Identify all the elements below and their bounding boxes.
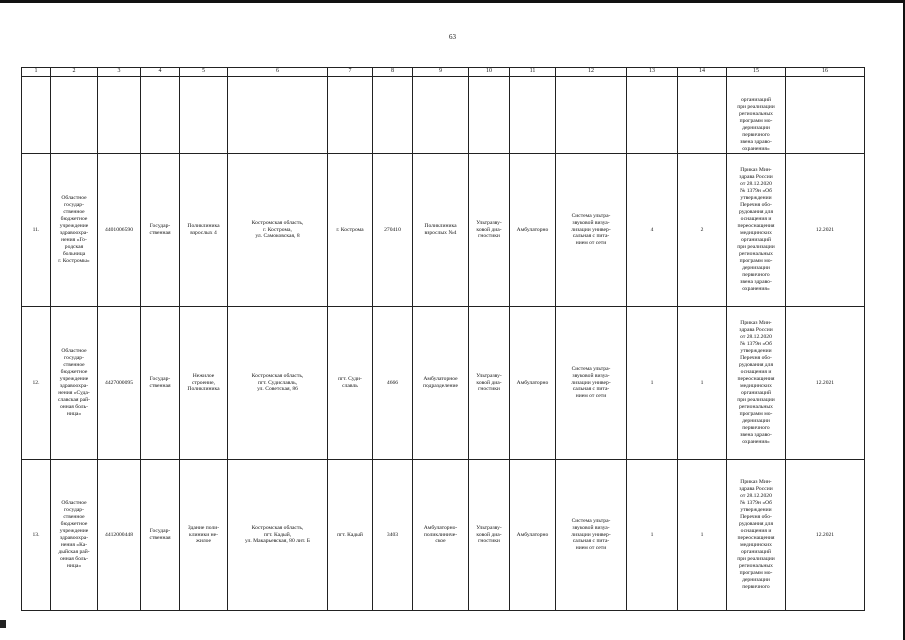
table-cell <box>786 77 865 154</box>
column-number: 6 <box>228 68 328 77</box>
address-cell: Костромская область, пгт. Судиславль, ул. Советская, 86 <box>228 307 328 460</box>
organization-cell: Областное государ- ственное бюджетное учреждение здравоохра- нения «Ка- дыйская рай- онная боль- ница» <box>51 460 98 611</box>
page-number: 63 <box>449 33 456 41</box>
quantity-need-cell: 1 <box>678 460 727 611</box>
locality-cell: пгт. Суди- славль <box>328 307 373 460</box>
date-cell: 12.2021 <box>786 154 865 307</box>
equipment-cell: Система ультра- звуковой визуа- лизации универ- сальная с пита- нием от сети <box>556 154 627 307</box>
basis-cell: Приказ Мин- здрава России от 28.12.2020 № 1379н «Об утверждении Перечня обо- рудования для оснащения и переоснащения медицинских организаций при реализации региональных программ мо- дернизации первичного звена здраво- охранения» <box>727 307 786 460</box>
unit-cell: Амбулаторное подразделение <box>413 307 469 460</box>
row-number: 11. <box>22 154 51 307</box>
column-number-row <box>22 68 865 77</box>
equipment-cell: Система ультра- звуковой визуа- лизации универ- сальная с пита- нием от сети <box>556 460 627 611</box>
row-number: 13. <box>22 460 51 611</box>
column-number: 15 <box>727 68 786 77</box>
quantity-norm-cell: 4 <box>627 154 678 307</box>
table-cell <box>510 77 556 154</box>
table-cell <box>98 77 141 154</box>
equipment-type-cell: Ультразву- ковой диа- гностики <box>469 307 510 460</box>
building-cell: Нежилое строение, Поликлиника <box>180 307 228 460</box>
column-number: 8 <box>373 68 413 77</box>
column-number: 13 <box>627 68 678 77</box>
table-cell <box>469 77 510 154</box>
quantity-need-cell: 1 <box>678 307 727 460</box>
table-row <box>22 154 865 307</box>
table-cell <box>228 77 328 154</box>
equipment-table <box>21 67 865 611</box>
continuation-row <box>22 77 865 154</box>
population-cell: 3403 <box>373 460 413 611</box>
column-number: 1 <box>22 68 51 77</box>
organization-cell: Областное государ- ственное бюджетное учреждение здравоохра- нения «Суда- славская рай- онная боль- ница» <box>51 307 98 460</box>
basis-cell: организаций при реализации региональных программ мо- дернизации первичного звена здраво- охранения» <box>727 77 786 154</box>
column-number: 4 <box>141 68 180 77</box>
organization-cell: Областное государ- ственное бюджетное учреждение здравоохра- нения «Го- родская больница г. Костромы» <box>51 154 98 307</box>
quantity-norm-cell: 1 <box>627 460 678 611</box>
scan-edge-mark <box>0 620 6 628</box>
row-number: 12. <box>22 307 51 460</box>
table-cell <box>180 77 228 154</box>
inn-cell: 4427000095 <box>98 307 141 460</box>
equipment-type-cell: Ультразву- ковой диа- гностики <box>469 154 510 307</box>
locality-cell: г. Кострома <box>328 154 373 307</box>
quantity-need-cell: 2 <box>678 154 727 307</box>
equipment-cell: Система ультра- звуковой визуа- лизации универ- сальная с пита- нием от сети <box>556 307 627 460</box>
unit-cell: Поликлиника взрослых №4 <box>413 154 469 307</box>
address-cell: Костромская область, г. Кострома, ул. Самоковская, 8 <box>228 154 328 307</box>
column-number: 16 <box>786 68 865 77</box>
table-cell <box>328 77 373 154</box>
column-number: 14 <box>678 68 727 77</box>
table-cell <box>413 77 469 154</box>
column-number: 5 <box>180 68 228 77</box>
table-cell <box>51 77 98 154</box>
basis-cell: Приказ Мин- здрава России от 28.12.2020 № 1379н «Об утверждении Перечня обо- рудования для оснащения и переоснащения медицинских организаций при реализации региональных программ мо- дернизации первичного <box>727 460 786 611</box>
table-cell <box>141 77 180 154</box>
column-number: 7 <box>328 68 373 77</box>
inn-cell: 4412000448 <box>98 460 141 611</box>
column-number: 12 <box>556 68 627 77</box>
date-cell: 12.2021 <box>786 460 865 611</box>
unit-cell: Амбулаторно- поликлиниче- ское <box>413 460 469 611</box>
table-cell <box>556 77 627 154</box>
column-number: 10 <box>469 68 510 77</box>
building-cell: Здание поли- клиники не- жилое <box>180 460 228 611</box>
population-cell: 4666 <box>373 307 413 460</box>
building-cell: Поликлиника взрослых 4 <box>180 154 228 307</box>
column-number: 9 <box>413 68 469 77</box>
care-type-cell: Амбулаторно <box>510 154 556 307</box>
inn-cell: 4401006590 <box>98 154 141 307</box>
quantity-norm-cell: 1 <box>627 307 678 460</box>
table-row <box>22 307 865 460</box>
date-cell: 12.2021 <box>786 307 865 460</box>
basis-cell: Приказ Мин- здрава России от 28.12.2020 № 1379н «Об утверждении Перечня обо- рудования для оснащения и переоснащения медицинских организаций при реализации региональных программ мо- дернизации первичного звена здраво- охранения» <box>727 154 786 307</box>
column-number: 11 <box>510 68 556 77</box>
table-cell <box>627 77 678 154</box>
equipment-type-cell: Ультразву- ковой диа- гностики <box>469 460 510 611</box>
ownership-cell: Государ- ственная <box>141 460 180 611</box>
care-type-cell: Амбулаторно <box>510 307 556 460</box>
ownership-cell: Государ- ственная <box>141 307 180 460</box>
address-cell: Костромская область, пгт. Кадый, ул. Макарьевская, 80 лит. Б <box>228 460 328 611</box>
locality-cell: пгт. Кадый <box>328 460 373 611</box>
table-cell <box>22 77 51 154</box>
table-row <box>22 460 865 611</box>
column-number: 3 <box>98 68 141 77</box>
care-type-cell: Амбулаторно <box>510 460 556 611</box>
ownership-cell: Государ- ственная <box>141 154 180 307</box>
top-rule <box>0 0 905 3</box>
population-cell: 270410 <box>373 154 413 307</box>
column-number: 2 <box>51 68 98 77</box>
table-cell <box>373 77 413 154</box>
table-cell <box>678 77 727 154</box>
